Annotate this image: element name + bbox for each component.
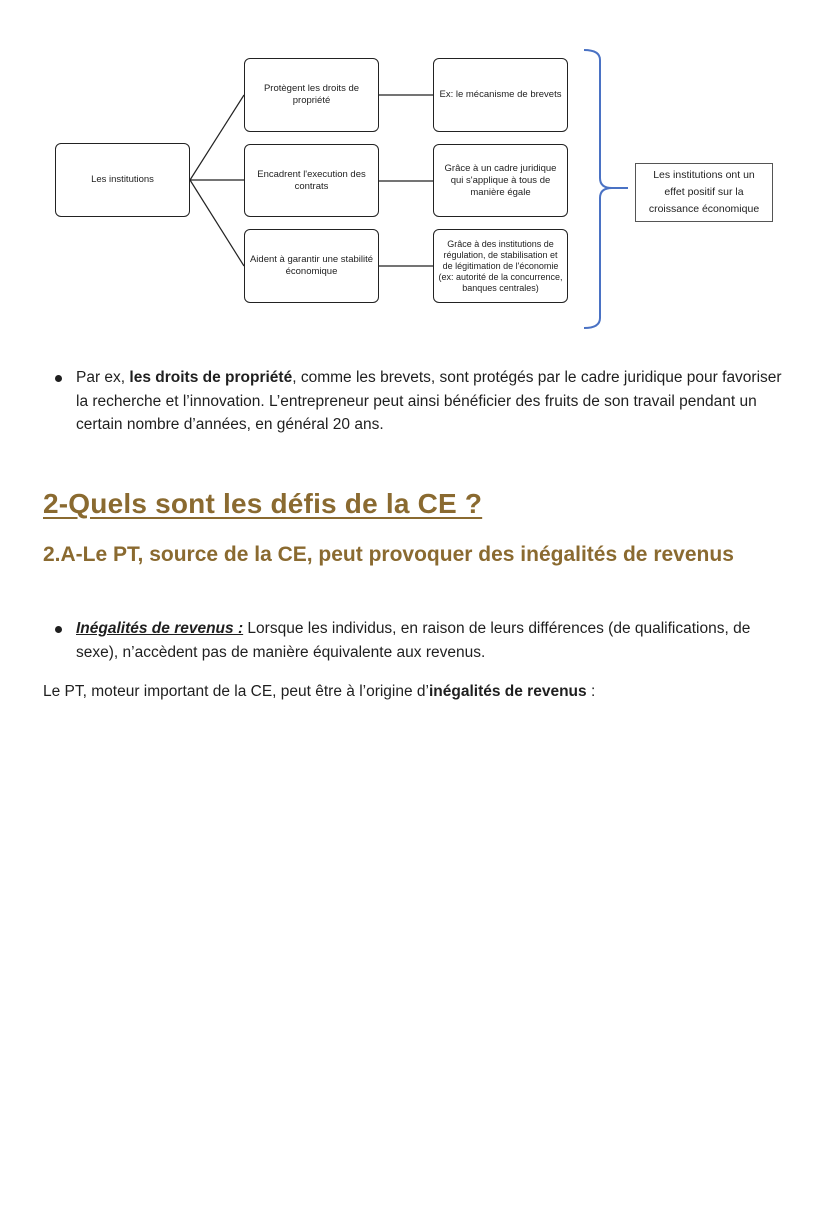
subsection-heading: 2.A-Le PT, source de la CE, peut provoquer des inégalités de revenus [43,543,734,566]
role-property-box: Protègent les droits de propriété [244,58,379,132]
bullet-property-rights [55,366,785,437]
bullet-rest: , comme les brevets, sont protégés par le cadre juridique pour favoriser la recherche et l’innovation. L’entrepreneur peut ainsi bénéficier des fruits de son travail pendant un certain nombre d’années, en général 20 ans. [76,369,782,433]
definition-text: Lorsque les individus, en raison de leurs différences (de qualifications, de sexe), n’accèdent pas de manière équivalente aux revenus. [76,620,751,661]
para-prefix: Le PT, moteur important de la CE, peut être à l’origine d’ [43,683,429,700]
para-bold: inégalités de revenus [428,683,587,700]
role-contracts-box: Encadrent l'execution des contrats [244,144,379,217]
institutions-box: Les institutions [55,143,190,217]
section-heading: 2-Quels sont les défis de la CE ? [43,488,483,519]
institutions-diagram [0,0,828,340]
example-patents-box: Ex: le mécanisme de brevets [433,58,568,132]
bullet-text [76,617,785,664]
bullet-dot [55,375,62,382]
bullet-text [76,366,785,437]
example-legal-box: Grâce à un cadre juridique qui s'applique à tous de manière égale [433,144,568,217]
role-stability-box: Aident à garantir une stabilité économique [244,229,379,303]
definition-term: Inégalités de revenus : [76,620,244,637]
para-suffix: : [586,683,596,700]
bullet-prefix: Par ex, [76,369,130,386]
example-regulation-box: Grâce à des institutions de régulation, de stabilisation et de légitimation de l'économie (ex: autorité de la concurrence, banques centrales) [433,229,568,303]
bullet-bold-term: les droits de propriété [129,369,293,386]
bullet-dot [55,626,62,633]
paragraph-pt [43,680,783,704]
conclusion-box: Les institutions ont un effet positif sur la croissance économique [635,163,773,222]
curly-brace [584,50,612,328]
bullet-income-inequality [55,617,785,664]
